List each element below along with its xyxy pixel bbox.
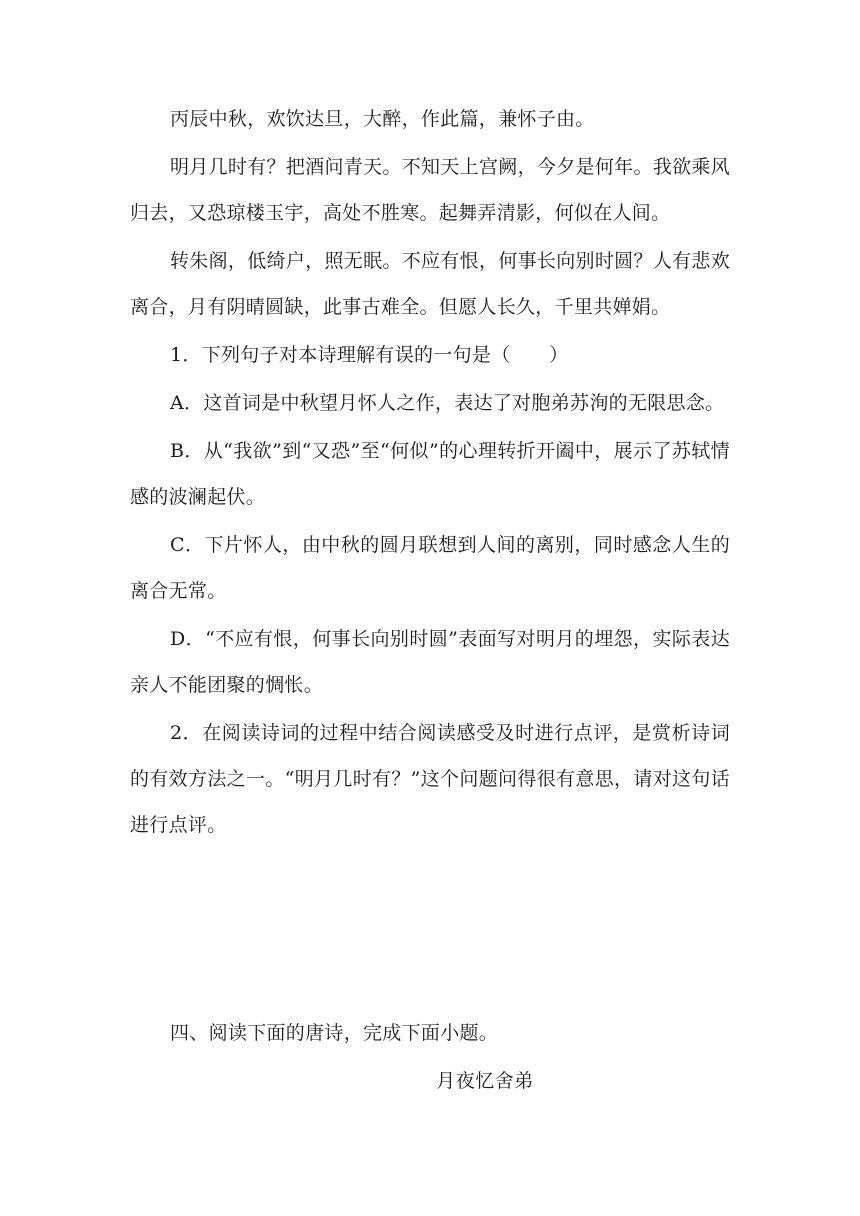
question-1-option-d: D．“不应有恨，何事长向别时圆”表面写对明月的埋怨，实际表达亲人不能团聚的惆怅。 xyxy=(130,628,730,696)
section-4-heading: 四、阅读下面的唐诗，完成下面小题。 xyxy=(170,1022,499,1044)
document-page xyxy=(130,96,730,1104)
question-1-option-b: B．从“我欲”到“又恐”至“何似”的心理转折开阖中，展示了苏轼情感的波澜起伏。 xyxy=(130,440,730,508)
poem-stanza-1: 明月几时有？把酒问青天。不知天上宫阙，今夕是何年。我欲乘风归去，又恐琼楼玉宇，高处不胜寒。起舞弄清影，何似在人间。 xyxy=(130,156,730,224)
section-4-poem-title: 月夜忆舍弟 xyxy=(436,1070,534,1092)
question-1-stem: 1．下列句子对本诗理解有误的一句是（ ） xyxy=(170,344,569,366)
question-1-option-a: A．这首词是中秋望月怀人之作，表达了对胞弟苏洵的无限思念。 xyxy=(170,392,725,414)
question-2-stem: 2．在阅读诗词的过程中结合阅读感受及时进行点评，是赏析诗词的有效方法之一。“明月几时有？”这个问题问得很有意思，请对这句话进行点评。 xyxy=(130,722,730,836)
poem-preface: 丙辰中秋，欢饮达旦，大醉，作此篇，兼怀子由。 xyxy=(170,108,595,130)
question-1-option-c: C．下片怀人，由中秋的圆月联想到人间的离别，同时感念人生的离合无常。 xyxy=(130,534,730,602)
answer-space xyxy=(130,848,730,1010)
poem-stanza-2: 转朱阁，低绮户，照无眠。不应有恨，何事长向别时圆？人有悲欢离合，月有阴晴圆缺，此事古难全。但愿人长久，千里共婵娟。 xyxy=(130,250,730,318)
